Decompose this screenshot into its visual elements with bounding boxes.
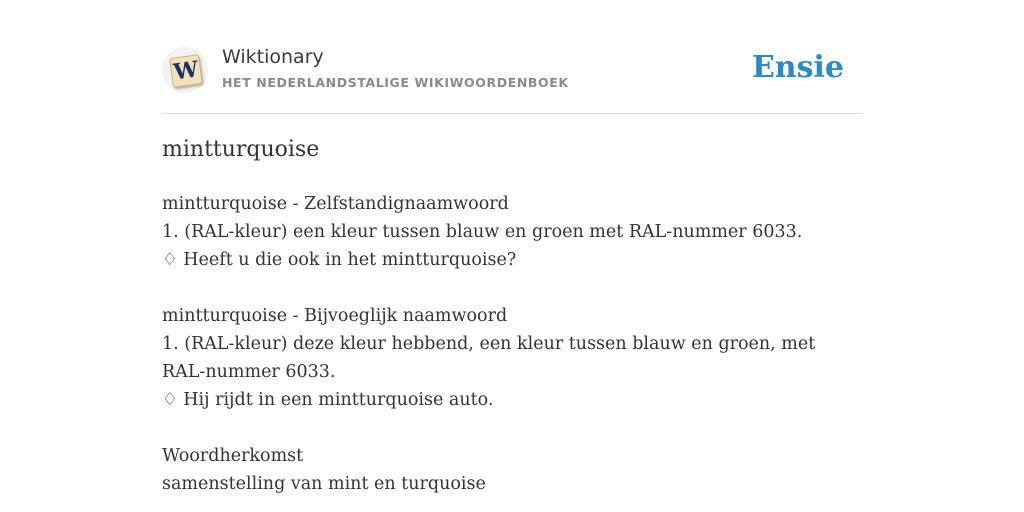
entry-heading-adjective: mintturquoise - Bijvoeglijk naamwoord: [162, 306, 508, 326]
spacer: [162, 414, 862, 442]
page-title: mintturquoise: [162, 137, 320, 162]
page-container: [162, 0, 862, 494]
entry-example-noun: ♢ Heeft u die ook in het mintturquoise?: [162, 250, 517, 270]
site-title[interactable]: Wiktionary: [222, 46, 324, 68]
entry-example-adjective: ♢ Hij rijdt in een mintturquoise auto.: [162, 390, 494, 410]
etymology-text: samenstelling van mint en turquoise: [162, 474, 486, 494]
entry-definition-noun: 1. (RAL-kleur) een kleur tussen blauw en groen met RAL-nummer 6033.: [162, 222, 803, 242]
wiktionary-logo[interactable]: [162, 47, 208, 93]
entry-definition-adjective: 1. (RAL-kleur) deze kleur hebbend, een kleur tussen blauw en groen, met RAL-nummer 6033.: [162, 334, 816, 382]
etymology-heading: Woordherkomst: [162, 446, 304, 466]
entry-heading-noun: mintturquoise - Zelfstandignaamwoord: [162, 194, 509, 214]
spacer: [162, 274, 862, 302]
entry-content: [162, 190, 862, 498]
ensie-link[interactable]: Ensie: [751, 50, 844, 85]
logo-tile-icon: W: [169, 54, 203, 88]
site-subtitle: HET NEDERLANDSTALIGE WIKIWOORDENBOEK: [222, 75, 569, 90]
site-header: [162, 0, 862, 114]
